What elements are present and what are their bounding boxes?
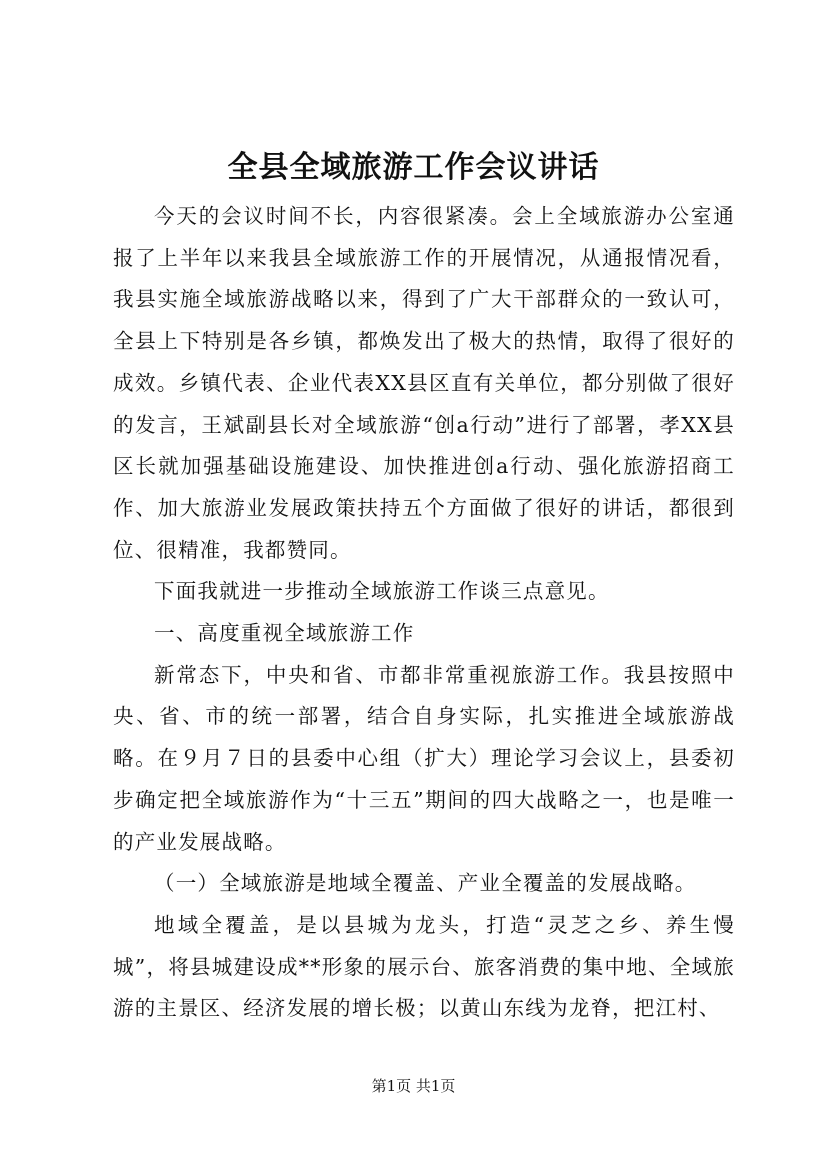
section-heading: 一、高度重视全域旅游工作 [154,621,415,646]
paragraph: 新常态下，中央和省、市都非常重视旅游工作。我县按照中央、省、市的统一部署，结合自身实际，扎实推进全域旅游战略。在９月７日的县委中心组（扩大）理论学习会议上，县委初步确定把全域旅游作为“十三五”期间的四大战略之一，也是唯一的产业发展战略。 [113,662,735,854]
page-footer: 第1页 共1页 [371,1077,456,1095]
document-body [113,196,735,1030]
paragraph: 今天的会议时间不长，内容很紧凑。会上全域旅游办公室通报了上半年以来我县全域旅游工作的开展情况，从通报情况看，我县实施全域旅游战略以来，得到了广大干部群众的一致认可，全县上下特别是各乡镇，都焕发出了极大的热情，取得了很好的成效。乡镇代表、企业代表XX县区直有关单位，都分别做了很好的发言，王斌副县长对全域旅游“创a行动”进行了部署，孝XX县区长就加强基础设施建设、加快推进创a行动、强化旅游招商工作、加大旅游业发展政策扶持五个方面做了很好的讲话，都很到位、很精准，我都赞同。 [113,204,735,562]
paragraph: 地域全覆盖，是以县城为龙头，打造“灵芝之乡、养生慢城”，将县城建设成**形象的展示台、旅客消费的集中地、全域旅游的主景区、经济发展的增长极；以黄山东线为龙脊，把江村、 [113,912,735,1021]
subsection-heading: （一）全域旅游是地域全覆盖、产业全覆盖的发展战略。 [154,871,697,896]
paragraph: 下面我就进一步推动全域旅游工作谈三点意见。 [154,579,610,604]
document-title: 全县全域旅游工作会议讲话 [227,150,600,185]
